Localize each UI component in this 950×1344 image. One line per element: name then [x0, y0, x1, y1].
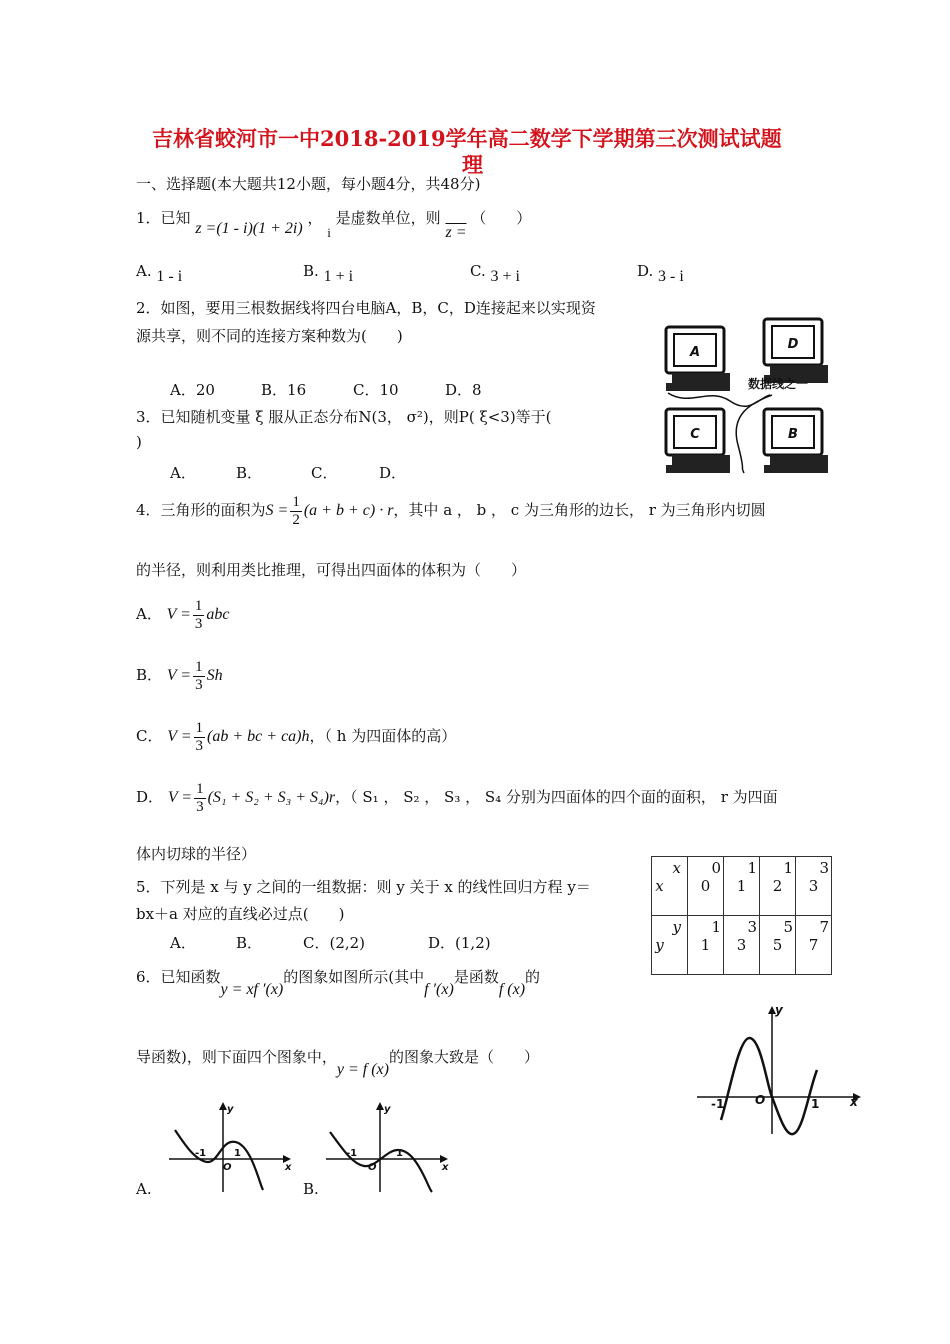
q4-stem-post: ，其中 a ， b ， c 为三角形的边长， r 为三角形内切圆 [393, 501, 766, 519]
q2-option-c: C．10 [353, 381, 399, 399]
table-cell [724, 857, 760, 916]
q1-stem-mid: 是虚数单位，则 [335, 209, 441, 227]
q6-graph-y-label: y [775, 1003, 783, 1017]
q6-mid2: 是函数 [453, 968, 499, 986]
q4-fraction-den: 2 [292, 511, 300, 528]
q6-option-a-label: A. [136, 1180, 152, 1198]
q6-formula-2: f ′(x) [424, 981, 454, 998]
q5-line2: bx＋a 对应的直线必过点( ) [136, 905, 345, 923]
q4-option-a-den: 3 [194, 615, 203, 632]
q1-option-d-label: D. [637, 262, 654, 280]
q6-formula-3: f (x) [498, 981, 526, 998]
q6-line1 [136, 966, 541, 998]
q6-formula-1: y = xf ′(x) [220, 981, 284, 998]
table-cell-overlay: 3 [819, 859, 829, 877]
q6-derivative-graph [695, 1000, 865, 1140]
q5-option-d: D．(1,2) [428, 934, 491, 952]
q5-data-table [651, 856, 832, 975]
q4-option-c-rhs: (ab + bc + ca)h [207, 728, 310, 745]
q1-formula: z =(1 - i)(1 + 2i) [195, 220, 303, 237]
computer-c-icon [666, 409, 730, 473]
q4-option-b-label: B． [136, 666, 163, 684]
q6-prefix: 6．已知函数 [136, 968, 221, 986]
table-cell-value: 3 [808, 877, 819, 895]
table-cell [796, 916, 832, 975]
table-cell [688, 916, 724, 975]
q4-option-d-lhs: V = [167, 789, 193, 806]
q1-option-a-label: A. [136, 262, 152, 280]
page-title: 吉林省蛟河市一中2018-2019学年高二数学下学期第三次测试试题 [152, 126, 782, 151]
q4-option-a [136, 598, 230, 632]
option-a-curve [175, 1130, 263, 1190]
table-cell-value: 5 [772, 936, 783, 954]
q4-option-c-note: ，（ h 为四面体的高） [309, 727, 457, 745]
q3-option-c: C． [311, 464, 338, 482]
table-cell-overlay: 7 [819, 918, 829, 936]
q6-line2 [136, 1046, 539, 1078]
option-a-one: 1 [234, 1148, 241, 1159]
table-cell [652, 857, 688, 916]
q6-post: 的 [525, 968, 541, 986]
q6-graph-neg1: -1 [711, 1097, 725, 1111]
table-cell-overlay: x [672, 859, 681, 877]
computer-d-label: D [787, 337, 799, 352]
q4-s-lhs: S = [265, 502, 289, 519]
computer-b-label: B [788, 427, 798, 442]
q4-stem-prefix: 4．三角形的面积为 [136, 501, 266, 519]
computer-d-icon [764, 319, 828, 383]
q4-option-b-lhs: V = [166, 667, 192, 684]
option-a-neg1: -1 [195, 1148, 207, 1159]
option-b-neg1: -1 [346, 1148, 358, 1159]
q1-stem [136, 207, 532, 241]
q4-line2: 的半径，则利用类比推理，可得出四面体的体积为（ ） [136, 561, 527, 579]
table-cell-overlay: 3 [747, 918, 757, 936]
table-row [652, 916, 832, 975]
table-row [652, 857, 832, 916]
q4-option-c-lhs: V = [167, 728, 192, 745]
table-cell [724, 916, 760, 975]
q2-option-b: B．16 [261, 381, 307, 399]
q3-line1: 3．已知随机变量 ξ 服从正态分布N(3， σ²)，则P( ξ<3)等于( [136, 408, 552, 426]
q5-option-b: B． [236, 934, 263, 952]
q4-option-b-num: 1 [195, 659, 203, 675]
q1-zbar: z = [445, 224, 467, 241]
table-cell-overlay: 1 [783, 859, 793, 877]
computer-a-icon [666, 327, 730, 391]
q4-option-a-rhs: abc [206, 606, 230, 623]
table-cell-overlay: y [672, 918, 681, 936]
section-heading: 一、选择题(本大题共12小题，每小题4分，共48分) [136, 175, 481, 193]
option-b-origin: O [368, 1162, 377, 1173]
q4-option-d-label: D． [136, 788, 164, 806]
table-cell-value: y [655, 936, 664, 954]
q6-option-b-label: B. [303, 1180, 319, 1198]
q1-option-b-value: 1 + i [323, 268, 354, 285]
q2-computers-figure [660, 315, 832, 477]
q4-option-c-fraction [194, 720, 206, 754]
q1-option-d [637, 262, 684, 285]
option-a-y-label: y [227, 1104, 234, 1115]
table-cell [688, 857, 724, 916]
table-cell-overlay: 5 [783, 918, 793, 936]
q4-stem [136, 494, 766, 528]
option-b-one: 1 [396, 1148, 403, 1159]
q3-line2: ) [136, 433, 142, 451]
q6-graph-one: 1 [811, 1097, 820, 1111]
q2-option-d: D．8 [445, 381, 482, 399]
q4-option-b-rhs: Sh [206, 667, 223, 684]
q1-option-a-value: 1 - i [156, 268, 183, 285]
q4-option-d-den: 3 [196, 798, 204, 815]
q4-option-c-den: 3 [195, 737, 204, 754]
q4-option-d-num: 1 [196, 781, 204, 797]
option-b-x-label: x [442, 1162, 449, 1173]
q1-i-symbol: i [327, 225, 331, 240]
q4-option-b [136, 659, 223, 693]
q6-line2-prefix: 导函数)，则下面四个图象中， [136, 1048, 337, 1066]
page-title-continued: 理 [462, 152, 483, 177]
q4-option-a-fraction [193, 598, 205, 632]
table-cell-value: 1 [700, 936, 711, 954]
q1-option-b [303, 262, 354, 285]
table-cell-overlay: 0 [711, 859, 721, 877]
computer-a-label: A [689, 345, 701, 360]
q1-blank: （ ） [471, 209, 532, 227]
option-b-y-label: y [384, 1104, 391, 1115]
table-cell-value: 3 [736, 936, 747, 954]
q5-option-c: C．(2,2) [303, 934, 366, 952]
q4-option-b-fraction [193, 659, 205, 693]
q6-graph-origin: O [755, 1093, 766, 1107]
table-cell-value: 7 [808, 936, 819, 954]
table-cell [652, 916, 688, 975]
q4-option-a-lhs: V = [166, 606, 191, 623]
q1-option-c-label: C. [470, 262, 486, 280]
q1-stem-prefix: 1．已知 [136, 209, 191, 227]
option-a-x-label: x [285, 1162, 292, 1173]
q4-option-c-num: 1 [195, 720, 204, 736]
q4-option-d-line2: 体内切球的半径） [136, 845, 257, 863]
q2-option-a: A．20 [170, 381, 215, 399]
q5-line1: 5．下列是 x 与 y 之间的一组数据：则 y 关于 x 的线性回归方程 y＝ [136, 878, 591, 896]
q2-line2: 源共享，则不同的连接方案种数为( ) [136, 327, 403, 345]
table-cell-overlay: 1 [711, 918, 721, 936]
table-cell-value: 0 [700, 877, 711, 895]
q1-option-b-label: B. [303, 262, 319, 280]
q2-line1: 2．如图，要用三根数据线将四台电脑A，B，C，D连接起来以实现资 [136, 299, 596, 317]
q4-fraction-num: 1 [292, 494, 300, 510]
q1-option-c [470, 262, 520, 285]
q1-option-c-value: 3 + i [490, 268, 520, 285]
q6-formula-4: y = f (x) [336, 1061, 389, 1078]
table-cell [760, 857, 796, 916]
table-cell [760, 916, 796, 975]
q4-option-a-label: A． [136, 605, 162, 623]
q4-option-d-rhs: (S₁ + S₂ + S₃ + S₄)r [207, 789, 336, 806]
q3-option-b: B． [236, 464, 263, 482]
table-cell-overlay: 1 [747, 859, 757, 877]
q4-formula-rest: (a + b + c) · r [303, 502, 394, 519]
table-cell-value: x [655, 877, 664, 895]
q6-mid: 的图象如图所示(其中 [283, 968, 425, 986]
q4-option-d-fraction [194, 781, 206, 815]
q3-option-a: A． [170, 464, 196, 482]
q6-graph-x-label: x [850, 1095, 858, 1109]
q3-option-d: D． [379, 464, 407, 482]
q4-option-a-num: 1 [194, 598, 203, 614]
q1-option-d-value: 3 - i [658, 268, 684, 285]
table-cell [796, 857, 832, 916]
q4-option-d [136, 781, 778, 815]
option-a-origin: O [223, 1162, 232, 1173]
option-b-curve [330, 1132, 432, 1192]
q4-option-c [136, 720, 456, 754]
q6-line2-post: 的图象大致是（ ） [388, 1048, 539, 1066]
q1-comma: ， [307, 209, 323, 227]
data-cable-caption: 数据线之一 [748, 377, 809, 391]
q6-option-b-graph [322, 1100, 452, 1195]
table-cell-value: 1 [736, 877, 747, 895]
computer-c-label: C [690, 427, 700, 442]
q4-option-b-den: 3 [195, 676, 203, 693]
q6-derivative-curve [721, 1038, 820, 1134]
q4-option-c-label: C． [136, 727, 163, 745]
q1-option-a [136, 262, 183, 285]
q6-option-a-graph [165, 1100, 295, 1195]
table-cell-value: 2 [772, 877, 783, 895]
q5-option-a: A． [170, 934, 196, 952]
q4-fraction [290, 494, 302, 528]
computer-b-icon [764, 409, 828, 473]
q4-option-d-note: ，（ S₁ ， S₂ ， S₃ ， S₄ 分别为四面体的四个面的面积， r 为四面 [335, 788, 778, 806]
